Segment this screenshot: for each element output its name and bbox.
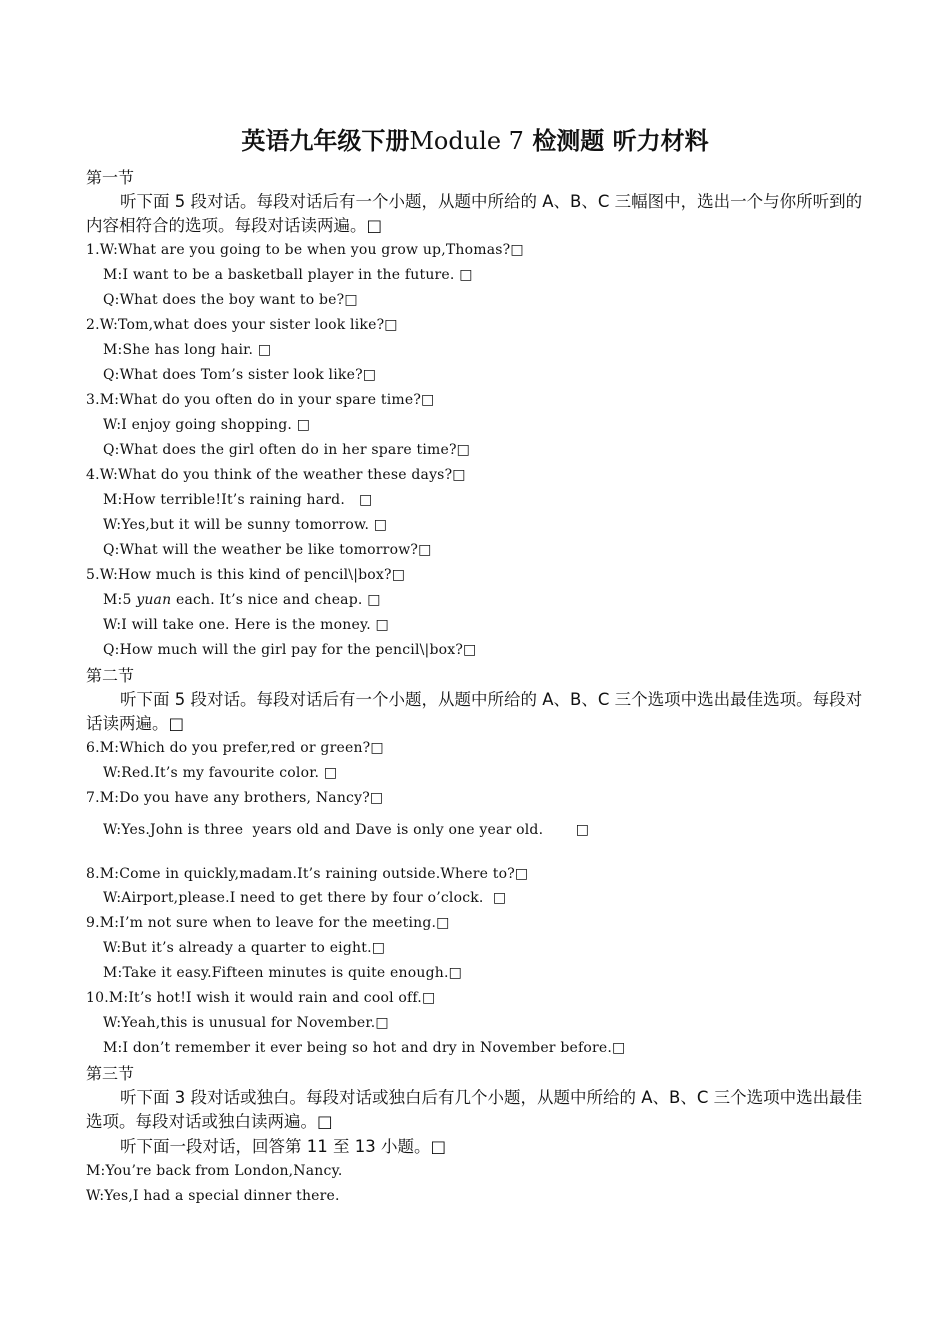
dialogue-line: W:Yes,I had a special dinner there. (86, 1188, 340, 1204)
dialogue-line: W:Airport,please.I need to get there by four o’clock. □ (103, 890, 507, 906)
dialogue-line: M:She has long hair. □ (103, 342, 272, 358)
dialogue-line: Q:What does the boy want to be?□ (103, 292, 358, 308)
listening-script (86, 165, 866, 1209)
dialogue-line: 1.W:What are you going to be when you grow up,Thomas?□ (86, 242, 524, 258)
dialogue-line: W:Yes,but it will be sunny tomorrow. □ (103, 517, 388, 533)
section3-sub-instruction: 听下面一段对话，回答第 11 至 13 小题。□ (120, 1137, 447, 1156)
m5-italic: yuan (136, 592, 172, 608)
dialogue-line: 4.W:What do you think of the weather these days?□ (86, 467, 466, 483)
section2-heading: 第二节 (86, 666, 135, 685)
dialogue-line: 6.M:Which do you prefer,red or green?□ (86, 740, 384, 756)
dialogue-line: W:Red.It’s my favourite color. □ (103, 765, 338, 781)
dialogue-line: W:Yeah,this is unusual for November.□ (103, 1015, 389, 1031)
section1-instruction: 听下面 5 段对话。每段对话后有一个小题，从题中所给的 A、B、C 三幅图中，选出一个与你所听到的内容相符合的选项。每段对话读两遍。□ (86, 192, 863, 235)
page-title (0, 124, 950, 158)
dialogue-line: 2.W:Tom,what does your sister look like?□ (86, 317, 398, 333)
dialogue-line: 5.W:How much is this kind of pencil\|box?□ (86, 567, 406, 583)
title-prefix: 英语九年级下册 (241, 127, 410, 155)
dialogue-line: M:How terrible!It’s raining hard. □ (103, 492, 373, 508)
section1-heading: 第一节 (86, 168, 135, 187)
section3-instruction: 听下面 3 段对话或独白。每段对话或独白后有几个小题，从题中所给的 A、B、C 三个选项中选出最佳选项。每段对话或独白读两遍。□ (86, 1088, 863, 1131)
dialogue-line: 3.M:What do you often do in your spare time?□ (86, 392, 435, 408)
section3-heading: 第三节 (86, 1064, 135, 1083)
m5-post: each. It’s nice and cheap. □ (171, 592, 381, 608)
dialogue-line: W:But it’s already a quarter to eight.□ (103, 940, 386, 956)
dialogue-line: 7.M:Do you have any brothers, Nancy?□ (86, 790, 384, 806)
m5-pre: M:5 (103, 592, 137, 608)
dialogue-line: W:I will take one. Here is the money. □ (103, 617, 389, 633)
title-module: Module 7 (409, 127, 524, 155)
dialogue-line: M:Take it easy.Fifteen minutes is quite enough.□ (103, 965, 463, 981)
title-suffix: 检测题 听力材料 (532, 127, 709, 155)
section2-instruction: 听下面 5 段对话。每段对话后有一个小题，从题中所给的 A、B、C 三个选项中选出最佳选项。每段对话读两遍。□ (86, 690, 863, 733)
dialogue-line: 10.M:It’s hot!I wish it would rain and cool off.□ (86, 990, 436, 1006)
dialogue-line: W:I enjoy going shopping. □ (103, 417, 311, 433)
dialogue-line: M:I don’t remember it ever being so hot and dry in November before.□ (103, 1040, 626, 1056)
dialogue-line: W:Yes.John is three years old and Dave is only one year old. □ (103, 822, 590, 838)
dialogue-line: M:I want to be a basketball player in the future. □ (103, 267, 473, 283)
dialogue-line: M:You’re back from London,Nancy. (86, 1163, 343, 1179)
dialogue-line: Q:What does Tom’s sister look like?□ (103, 367, 377, 383)
dialogue-line-m5 (86, 588, 866, 613)
dialogue-line: Q:What will the weather be like tomorrow?□ (103, 542, 432, 558)
dialogue-line: Q:How much will the girl pay for the pencil\|box?□ (103, 642, 477, 658)
dialogue-line: 8.M:Come in quickly,madam.It’s raining outside.Where to?□ (86, 866, 529, 882)
dialogue-line: 9.M:I’m not sure when to leave for the meeting.□ (86, 915, 450, 931)
dialogue-line: Q:What does the girl often do in her spare time?□ (103, 442, 471, 458)
